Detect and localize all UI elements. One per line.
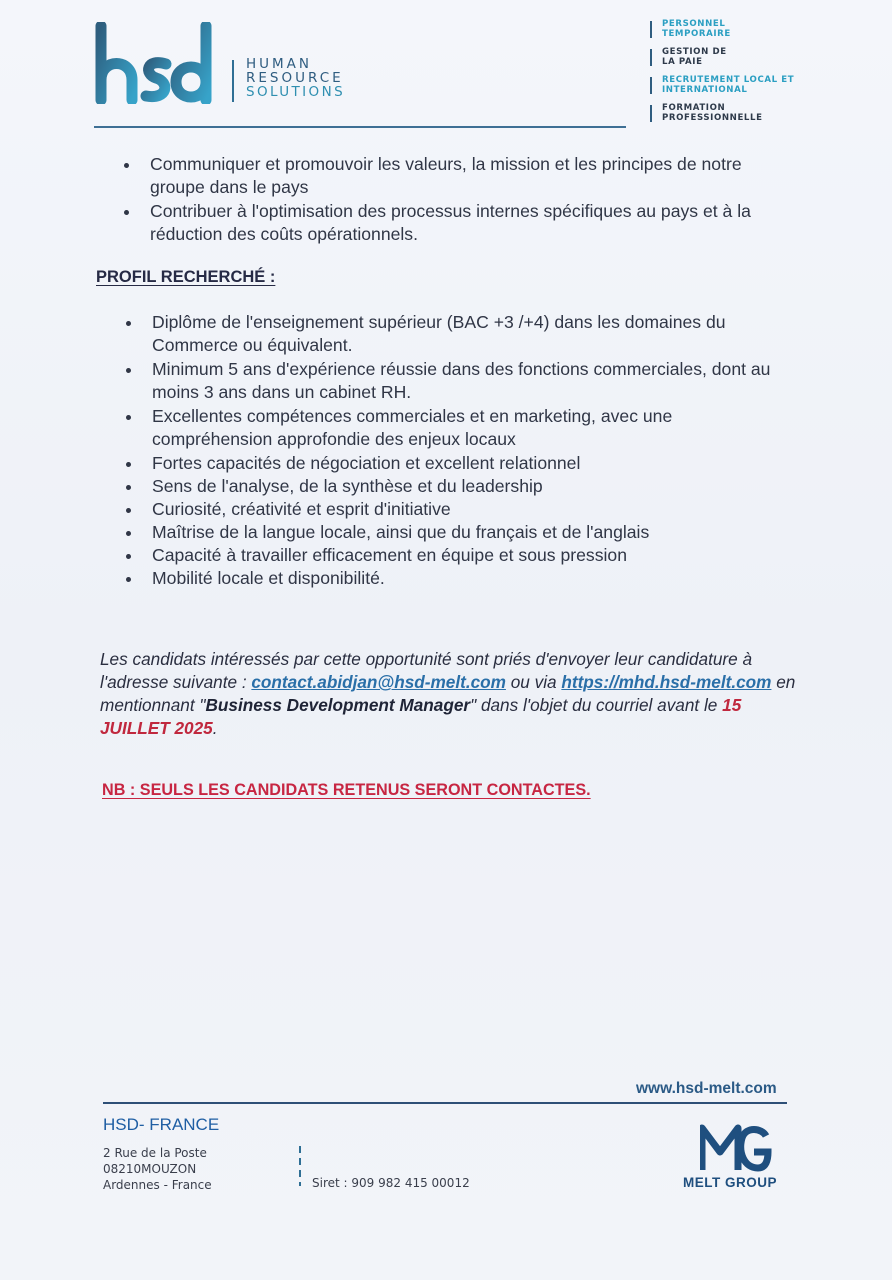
- group-name: MELT GROUP: [683, 1175, 777, 1190]
- list-item: Fortes capacités de négociation et excellent relationnel: [124, 452, 794, 475]
- service-item: FORMATION PROFESSIONNELLE: [650, 104, 782, 123]
- service-item: PERSONNEL TEMPORAIRE: [650, 20, 746, 39]
- website-link[interactable]: www.hsd-melt.com: [636, 1080, 777, 1097]
- profile-list: [124, 311, 794, 590]
- service-item: GESTION DE LA PAIE: [650, 48, 732, 67]
- application-instructions: Les candidats intéressés par cette opportunité sont priés d'envoyer leur candidature à l'adresse suivante : contact.abidjan@hsd-melt.com ou via https://mhd.hsd-melt.com en mentionnant "Business Development Manager" dans l'objet du courriel avant le 15 JUILLET 2025.: [100, 649, 796, 738]
- section-title: PROFIL RECHERCHÉ :: [96, 268, 276, 286]
- footer-divider: [299, 1146, 301, 1186]
- application-url-link[interactable]: https://mhd.hsd-melt.com: [561, 672, 772, 692]
- list-item: Excellentes compétences commerciales et en marketing, avec une compréhension approfondie des enjeux locaux: [124, 405, 794, 451]
- list-item: Sens de l'analyse, de la synthèse et du leadership: [124, 475, 794, 498]
- footer-rule: [103, 1102, 787, 1104]
- list-item: Curiosité, créativité et esprit d'initiative: [124, 498, 794, 521]
- email-subject: Business Development Manager: [205, 695, 471, 715]
- note: NB : SEULS LES CANDIDATS RETENUS SERONT CONTACTES.: [102, 781, 591, 799]
- list-item: Diplôme de l'enseignement supérieur (BAC +3 /+4) dans les domaines du Commerce ou équivalent.: [124, 311, 794, 357]
- hsd-logo: [94, 22, 214, 104]
- logo-divider: [232, 60, 234, 102]
- list-item: Communiquer et promouvoir les valeurs, la mission et les principes de notre groupe dans le pays: [122, 153, 782, 199]
- header-rule: [94, 126, 626, 128]
- company-address: 2 Rue de la Poste 08210MOUZON Ardennes - France: [103, 1146, 212, 1192]
- logo-wordmark: HUMAN RESOURCE SOLUTIONS: [246, 56, 346, 100]
- list-item: Contribuer à l'optimisation des processus internes spécifiques au pays et à la réduction des coûts opérationnels.: [122, 200, 782, 246]
- list-item: Mobilité locale et disponibilité.: [124, 567, 794, 590]
- list-item: Capacité à travailler efficacement en équipe et sous pression: [124, 544, 794, 567]
- missions-list: [122, 153, 782, 247]
- company-name: HSD- FRANCE: [103, 1115, 220, 1134]
- services-list: [650, 20, 802, 132]
- siret-number: Siret : 909 982 415 00012: [312, 1176, 470, 1190]
- service-item: RECRUTEMENT LOCAL ET INTERNATIONAL: [650, 76, 802, 95]
- list-item: Minimum 5 ans d'expérience réussie dans des fonctions commerciales, dont au moins 3 ans dans un cabinet RH.: [124, 358, 794, 404]
- list-item: Maîtrise de la langue locale, ainsi que du français et de l'anglais: [124, 521, 794, 544]
- melt-group-logo: [700, 1124, 772, 1172]
- contact-email-link[interactable]: contact.abidjan@hsd-melt.com: [251, 672, 506, 692]
- deadline-date: 15 JUILLET 2025: [100, 695, 742, 738]
